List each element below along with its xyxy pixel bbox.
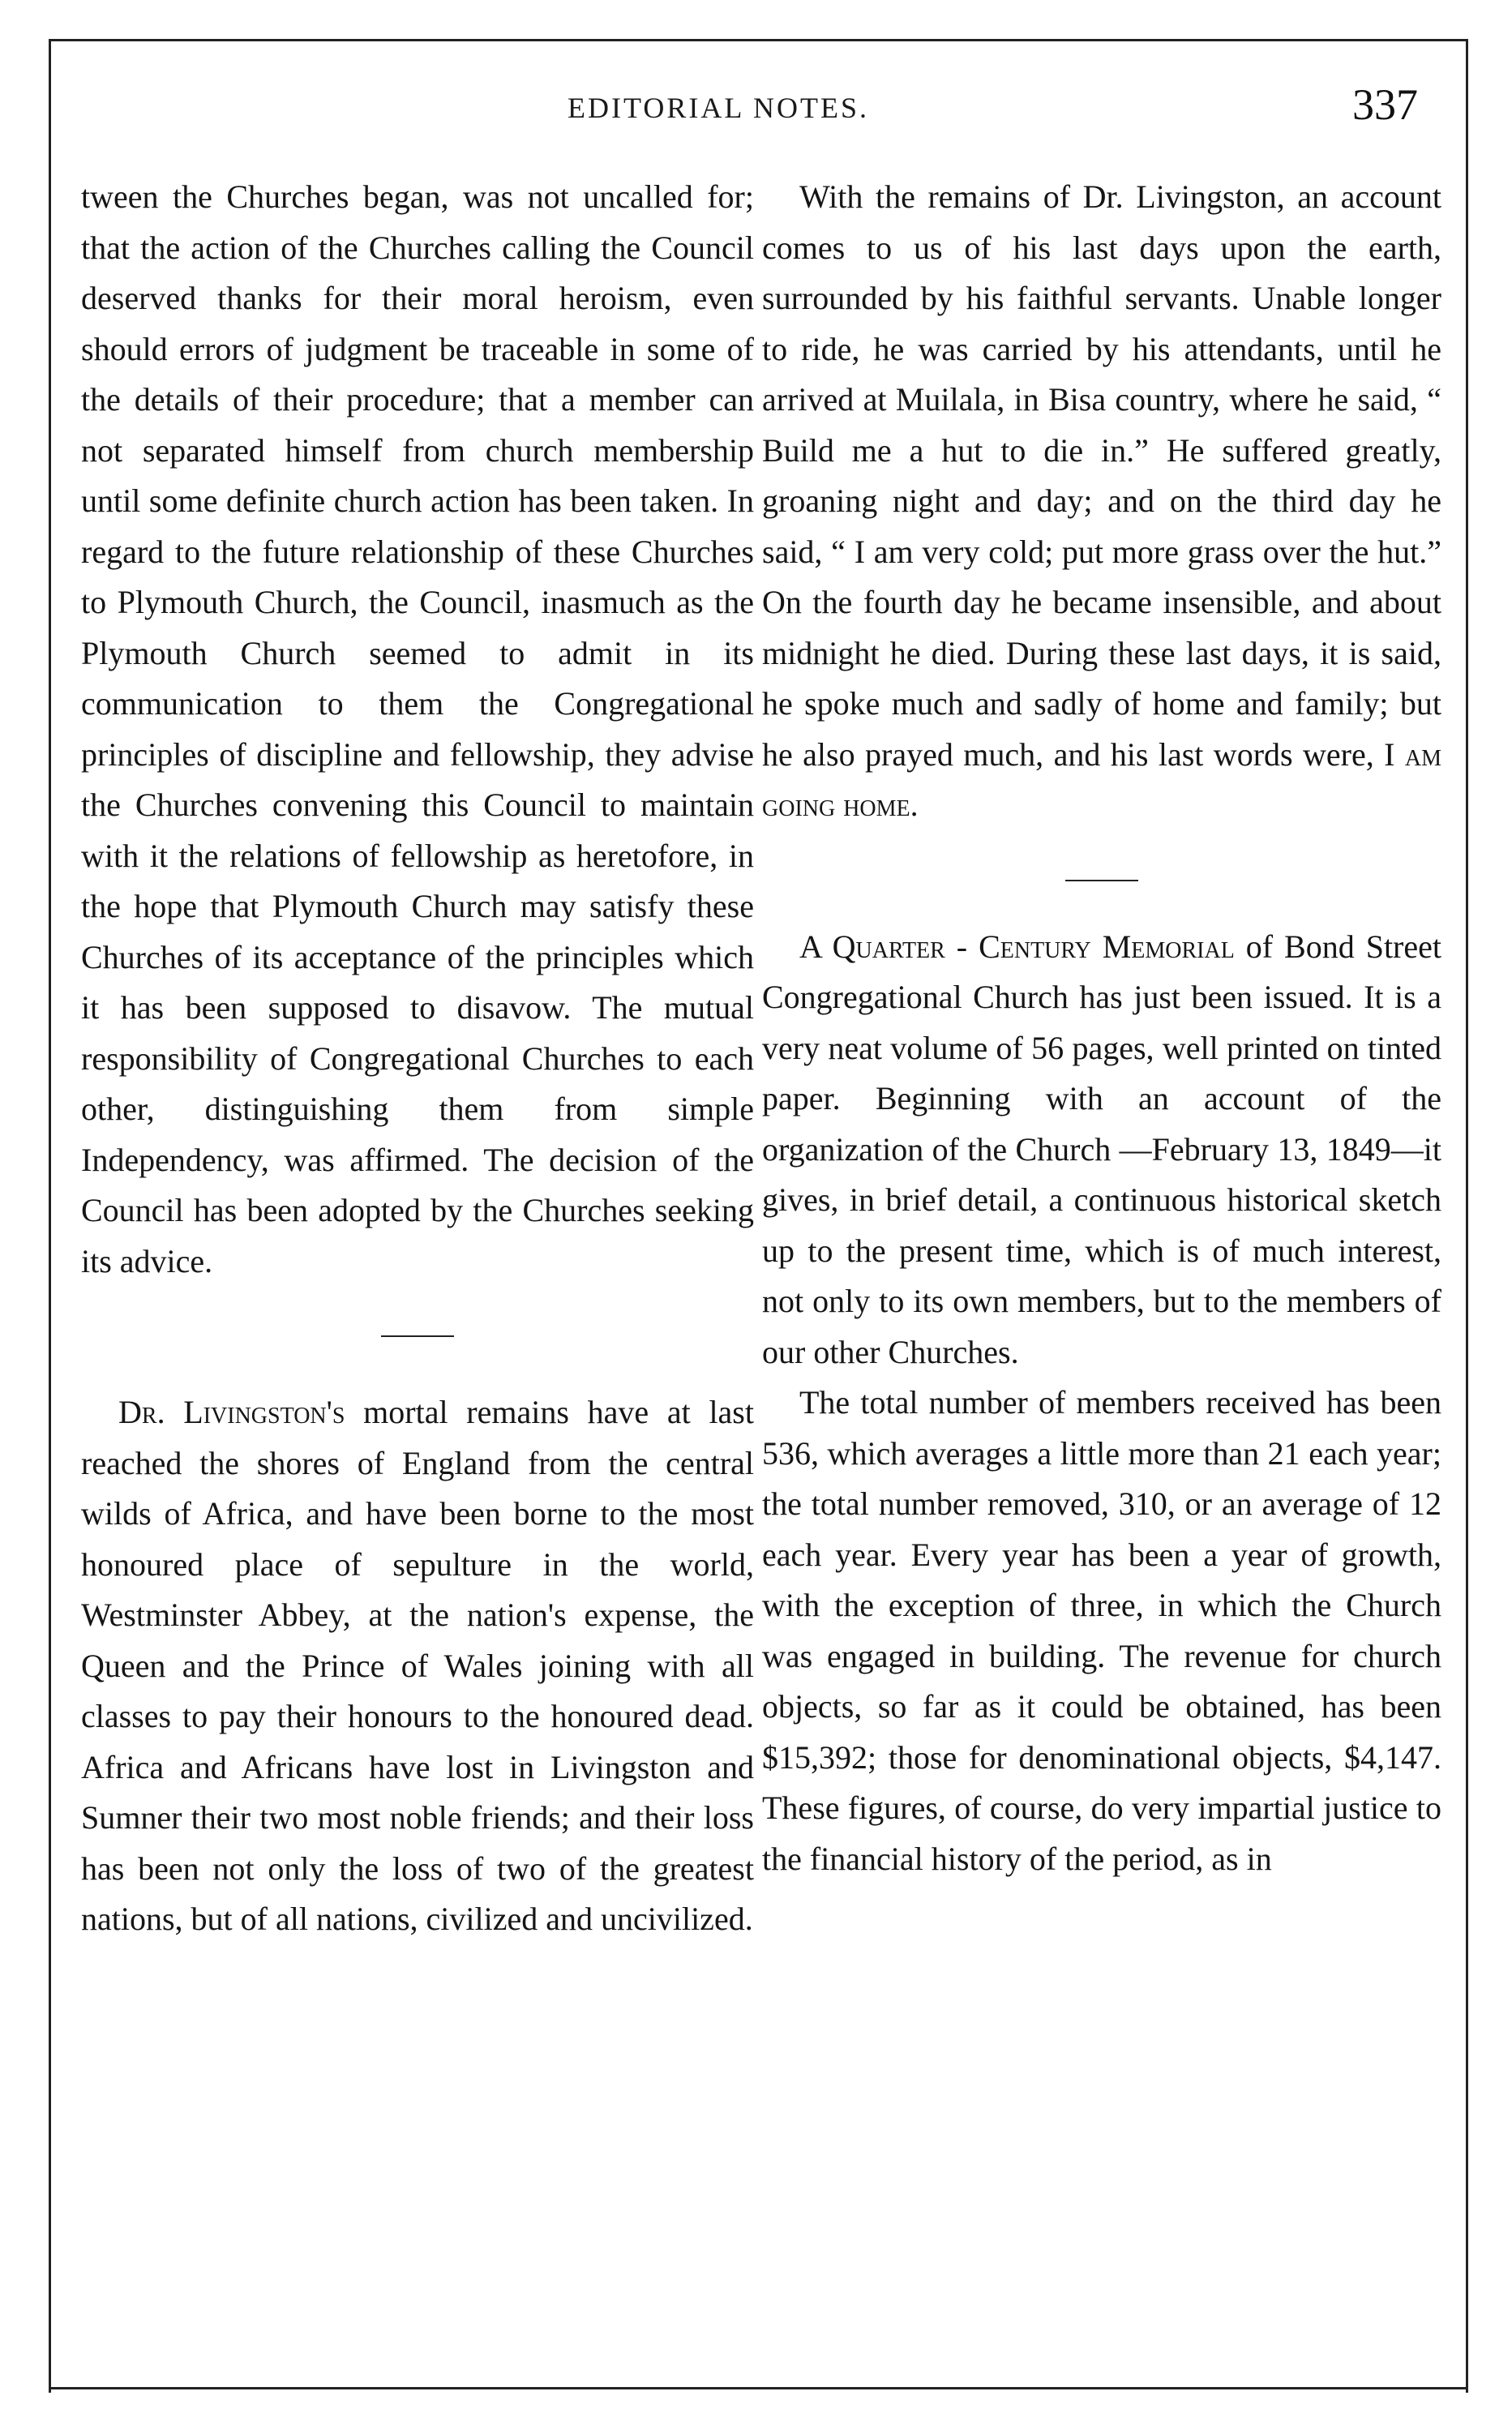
page-number: 337 [1352, 80, 1418, 129]
running-head: EDITORIAL NOTES. [568, 92, 869, 124]
last-words: I am going home. [762, 735, 1441, 823]
section-divider [381, 1335, 454, 1337]
left-column [81, 172, 754, 1945]
last-days-text: With the remains of Dr. Livingston, an account comes to us of his last days upon the earth, surrounded by his faithful servants. Unable longer to ride, he was carried by his attendants, until he arrived at Muilala, in Bisa country, where he said, “ Build me a hut to die in.” He suffered greatly, groaning night and day; and on the third day he said, “ I am very cold; put more grass over the hut.” On the fourth day he became insensible, and about midnight he died. During these last days, it is said, he spoke much and sadly of home and family; but he also prayed much, and his last words were, [762, 178, 1441, 773]
memorial-text: of Bond Street Congregational Church has just been issued. It is a very neat volume of 56 pages, well printed on tinted paper. Beginning with an account of the organization of the Church —February 13, 1849—it gives, in brief detail, a continuous historical sketch up to the present time, which is of much interest, not only to its own members, but to the members of our other Churches. [762, 928, 1441, 1370]
council-decision-paragraph: tween the Churches began, was not uncalled for; that the action of the Churches calling the Council deserved thanks for their moral heroism, even should errors of judgment be traceable in some of the details of their procedure; that a member can not separated himself from church membership until some definite church action has been taken. In regard to the future relationship of these Churches to Plymouth Church, the Council, inasmuch as the Plymouth Church seemed to admit in its communication to them the Congregational principles of discipline and fellowship, they advise the Churches convening this Council to maintain with it the relations of fellowship as heretofore, in the hope that Plymouth Church may satisfy these Churches of its acceptance of the principles which it has been supposed to disavow. The mutual responsibility of Congregational Churches to each other, distinguishing them from simple Independency, was affirmed. The decision of the Council has been adopted by the Churches seeking its advice. [81, 178, 754, 1279]
section-divider [1065, 880, 1138, 881]
memorial-paragraph [762, 922, 1441, 1378]
memorial-lead-in: A Quarter - Century Memorial [799, 928, 1235, 965]
last-days-paragraph [762, 172, 1441, 831]
bottom-border-rule [49, 2387, 1466, 2389]
livingston-remains-text: mortal remains have at last reached the shores of England from the central wilds of Africa, and have been borne to the most honoured place of sepulture in the world, Westminster Abbey, at the nation's expense, the Queen and the Prince of Wales joining with all classes to pay their honours to the honoured dead. Africa and Africans have lost in Livingston and Sumner their two most noble friends; and their loss has been not only the loss of two of the greatest nations, but of all nations, civilized and uncivilized. [81, 1394, 754, 1937]
livingston-lead-in: Dr. Livingston's [118, 1394, 345, 1430]
livingston-remains-paragraph [81, 1387, 754, 1945]
membership-statistics-paragraph: The total number of members received has been 536, which averages a little more than 21 each year; the total number removed, 310, or an average of 12 each year. Every year has been a year of growth, with the exception of three, in which the Church was engaged in building. The revenue for church objects, so far as it could be obtained, has been $15,392; those for denominational objects, $4,147. These figures, of course, do very impartial justice to the financial history of the period, as in [762, 1384, 1441, 1877]
right-column [762, 172, 1441, 1884]
